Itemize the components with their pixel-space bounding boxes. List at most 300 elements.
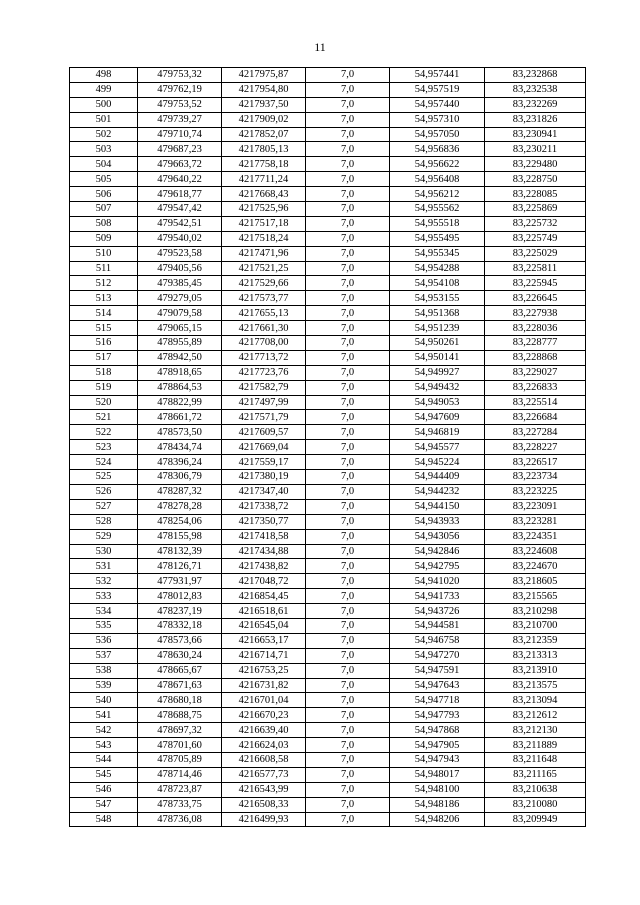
cell-x-coordinate: 478332,18	[138, 618, 222, 633]
cell-x-coordinate: 479279,05	[138, 291, 222, 306]
table-row	[70, 231, 586, 246]
cell-latitude: 54,956622	[390, 157, 485, 172]
cell-height: 7,0	[306, 604, 390, 619]
cell-y-coordinate: 4216624,03	[222, 738, 306, 753]
cell-y-coordinate: 4217380,19	[222, 470, 306, 485]
cell-longitude: 83,224608	[485, 544, 586, 559]
cell-x-coordinate: 478287,32	[138, 484, 222, 499]
cell-height: 7,0	[306, 276, 390, 291]
cell-longitude: 83,225811	[485, 261, 586, 276]
cell-point-number: 503	[70, 142, 138, 157]
cell-x-coordinate: 478733,75	[138, 797, 222, 812]
cell-height: 7,0	[306, 708, 390, 723]
cell-x-coordinate: 478573,66	[138, 633, 222, 648]
cell-height: 7,0	[306, 752, 390, 767]
table-row	[70, 604, 586, 619]
cell-latitude: 54,950141	[390, 350, 485, 365]
cell-longitude: 83,223225	[485, 484, 586, 499]
table-row	[70, 440, 586, 455]
cell-point-number: 501	[70, 112, 138, 127]
cell-y-coordinate: 4216701,04	[222, 693, 306, 708]
cell-point-number: 535	[70, 618, 138, 633]
cell-x-coordinate: 478705,89	[138, 752, 222, 767]
cell-x-coordinate: 478155,98	[138, 529, 222, 544]
cell-point-number: 519	[70, 380, 138, 395]
cell-height: 7,0	[306, 68, 390, 83]
cell-longitude: 83,225869	[485, 202, 586, 217]
cell-point-number: 536	[70, 633, 138, 648]
cell-latitude: 54,945224	[390, 455, 485, 470]
cell-y-coordinate: 4217521,25	[222, 261, 306, 276]
cell-longitude: 83,223734	[485, 470, 586, 485]
cell-latitude: 54,948186	[390, 797, 485, 812]
cell-x-coordinate: 478701,60	[138, 738, 222, 753]
cell-y-coordinate: 4217434,88	[222, 544, 306, 559]
cell-longitude: 83,212612	[485, 708, 586, 723]
table-row	[70, 544, 586, 559]
cell-height: 7,0	[306, 202, 390, 217]
cell-y-coordinate: 4217418,58	[222, 529, 306, 544]
cell-y-coordinate: 4217909,02	[222, 112, 306, 127]
cell-height: 7,0	[306, 395, 390, 410]
table-row	[70, 68, 586, 83]
cell-longitude: 83,215565	[485, 589, 586, 604]
table-row	[70, 484, 586, 499]
cell-y-coordinate: 4217661,30	[222, 321, 306, 336]
cell-longitude: 83,226517	[485, 455, 586, 470]
cell-height: 7,0	[306, 142, 390, 157]
cell-x-coordinate: 478714,46	[138, 767, 222, 782]
cell-y-coordinate: 4217937,50	[222, 97, 306, 112]
cell-height: 7,0	[306, 112, 390, 127]
cell-y-coordinate: 4217954,80	[222, 82, 306, 97]
cell-point-number: 537	[70, 648, 138, 663]
cell-y-coordinate: 4217517,18	[222, 216, 306, 231]
cell-point-number: 533	[70, 589, 138, 604]
cell-x-coordinate: 479385,45	[138, 276, 222, 291]
cell-longitude: 83,213575	[485, 678, 586, 693]
cell-x-coordinate: 478661,72	[138, 410, 222, 425]
cell-longitude: 83,225749	[485, 231, 586, 246]
cell-y-coordinate: 4216639,40	[222, 723, 306, 738]
cell-longitude: 83,228085	[485, 187, 586, 202]
cell-height: 7,0	[306, 187, 390, 202]
cell-longitude: 83,228777	[485, 336, 586, 351]
table-row	[70, 767, 586, 782]
cell-x-coordinate: 478132,39	[138, 544, 222, 559]
cell-height: 7,0	[306, 97, 390, 112]
cell-x-coordinate: 478723,87	[138, 782, 222, 797]
cell-longitude: 83,232269	[485, 97, 586, 112]
cell-x-coordinate: 479710,74	[138, 127, 222, 142]
table-row	[70, 425, 586, 440]
table-row	[70, 514, 586, 529]
cell-height: 7,0	[306, 440, 390, 455]
cell-height: 7,0	[306, 723, 390, 738]
cell-latitude: 54,947609	[390, 410, 485, 425]
cell-latitude: 54,941020	[390, 574, 485, 589]
cell-height: 7,0	[306, 797, 390, 812]
cell-latitude: 54,949927	[390, 365, 485, 380]
cell-point-number: 498	[70, 68, 138, 83]
cell-height: 7,0	[306, 306, 390, 321]
cell-height: 7,0	[306, 738, 390, 753]
cell-longitude: 83,231826	[485, 112, 586, 127]
cell-longitude: 83,229027	[485, 365, 586, 380]
cell-point-number: 511	[70, 261, 138, 276]
cell-latitude: 54,941733	[390, 589, 485, 604]
cell-longitude: 83,228036	[485, 321, 586, 336]
cell-latitude: 54,957050	[390, 127, 485, 142]
cell-point-number: 507	[70, 202, 138, 217]
cell-height: 7,0	[306, 455, 390, 470]
cell-height: 7,0	[306, 663, 390, 678]
coordinates-table-body	[70, 68, 586, 827]
cell-point-number: 523	[70, 440, 138, 455]
cell-y-coordinate: 4217438,82	[222, 559, 306, 574]
table-row	[70, 738, 586, 753]
cell-latitude: 54,944150	[390, 499, 485, 514]
cell-point-number: 527	[70, 499, 138, 514]
cell-y-coordinate: 4217571,79	[222, 410, 306, 425]
table-row	[70, 157, 586, 172]
cell-height: 7,0	[306, 589, 390, 604]
table-row	[70, 574, 586, 589]
cell-height: 7,0	[306, 425, 390, 440]
cell-longitude: 83,210638	[485, 782, 586, 797]
cell-latitude: 54,957441	[390, 68, 485, 83]
cell-x-coordinate: 478396,24	[138, 455, 222, 470]
cell-longitude: 83,232868	[485, 68, 586, 83]
cell-x-coordinate: 478688,75	[138, 708, 222, 723]
cell-latitude: 54,947943	[390, 752, 485, 767]
cell-x-coordinate: 478237,19	[138, 604, 222, 619]
cell-point-number: 516	[70, 336, 138, 351]
cell-x-coordinate: 478126,71	[138, 559, 222, 574]
cell-x-coordinate: 478254,06	[138, 514, 222, 529]
cell-y-coordinate: 4217471,96	[222, 246, 306, 261]
table-row	[70, 410, 586, 425]
cell-x-coordinate: 479547,42	[138, 202, 222, 217]
cell-latitude: 54,947905	[390, 738, 485, 753]
cell-x-coordinate: 479542,51	[138, 216, 222, 231]
cell-latitude: 54,956408	[390, 172, 485, 187]
cell-x-coordinate: 479753,52	[138, 97, 222, 112]
cell-x-coordinate: 478573,50	[138, 425, 222, 440]
cell-longitude: 83,212130	[485, 723, 586, 738]
cell-height: 7,0	[306, 127, 390, 142]
cell-point-number: 532	[70, 574, 138, 589]
cell-longitude: 83,225732	[485, 216, 586, 231]
table-row	[70, 470, 586, 485]
cell-latitude: 54,955495	[390, 231, 485, 246]
page-number: 11	[314, 40, 326, 54]
cell-x-coordinate: 478434,74	[138, 440, 222, 455]
cell-point-number: 510	[70, 246, 138, 261]
cell-longitude: 83,230211	[485, 142, 586, 157]
cell-point-number: 500	[70, 97, 138, 112]
cell-longitude: 83,211165	[485, 767, 586, 782]
cell-x-coordinate: 478278,28	[138, 499, 222, 514]
cell-y-coordinate: 4216670,23	[222, 708, 306, 723]
cell-point-number: 548	[70, 812, 138, 827]
cell-x-coordinate: 479405,56	[138, 261, 222, 276]
cell-latitude: 54,945577	[390, 440, 485, 455]
cell-point-number: 546	[70, 782, 138, 797]
table-row	[70, 752, 586, 767]
cell-latitude: 54,951239	[390, 321, 485, 336]
cell-height: 7,0	[306, 812, 390, 827]
cell-x-coordinate: 479762,19	[138, 82, 222, 97]
table-row	[70, 202, 586, 217]
cell-y-coordinate: 4217525,96	[222, 202, 306, 217]
cell-point-number: 520	[70, 395, 138, 410]
cell-latitude: 54,943726	[390, 604, 485, 619]
cell-point-number: 534	[70, 604, 138, 619]
cell-point-number: 530	[70, 544, 138, 559]
cell-latitude: 54,957440	[390, 97, 485, 112]
cell-y-coordinate: 4217708,00	[222, 336, 306, 351]
cell-y-coordinate: 4216545,04	[222, 618, 306, 633]
cell-point-number: 505	[70, 172, 138, 187]
cell-y-coordinate: 4217573,77	[222, 291, 306, 306]
cell-x-coordinate: 479753,32	[138, 68, 222, 83]
cell-y-coordinate: 4216608,58	[222, 752, 306, 767]
cell-x-coordinate: 478918,65	[138, 365, 222, 380]
cell-height: 7,0	[306, 633, 390, 648]
cell-point-number: 541	[70, 708, 138, 723]
cell-point-number: 547	[70, 797, 138, 812]
cell-longitude: 83,213910	[485, 663, 586, 678]
cell-point-number: 514	[70, 306, 138, 321]
cell-height: 7,0	[306, 261, 390, 276]
cell-point-number: 502	[70, 127, 138, 142]
table-row	[70, 455, 586, 470]
cell-latitude: 54,947591	[390, 663, 485, 678]
table-row	[70, 797, 586, 812]
cell-latitude: 54,955345	[390, 246, 485, 261]
cell-height: 7,0	[306, 782, 390, 797]
cell-height: 7,0	[306, 410, 390, 425]
table-row	[70, 693, 586, 708]
cell-y-coordinate: 4216731,82	[222, 678, 306, 693]
cell-point-number: 525	[70, 470, 138, 485]
cell-y-coordinate: 4217609,57	[222, 425, 306, 440]
cell-height: 7,0	[306, 291, 390, 306]
cell-longitude: 83,224670	[485, 559, 586, 574]
cell-y-coordinate: 4216499,93	[222, 812, 306, 827]
cell-height: 7,0	[306, 336, 390, 351]
cell-y-coordinate: 4216518,61	[222, 604, 306, 619]
cell-point-number: 521	[70, 410, 138, 425]
cell-height: 7,0	[306, 216, 390, 231]
table-row	[70, 112, 586, 127]
cell-point-number: 515	[70, 321, 138, 336]
cell-height: 7,0	[306, 231, 390, 246]
table-row	[70, 782, 586, 797]
table-row	[70, 350, 586, 365]
cell-latitude: 54,948100	[390, 782, 485, 797]
cell-y-coordinate: 4216753,25	[222, 663, 306, 678]
cell-point-number: 543	[70, 738, 138, 753]
cell-height: 7,0	[306, 559, 390, 574]
cell-point-number: 531	[70, 559, 138, 574]
table-row	[70, 648, 586, 663]
cell-x-coordinate: 478864,53	[138, 380, 222, 395]
cell-longitude: 83,223281	[485, 514, 586, 529]
cell-height: 7,0	[306, 350, 390, 365]
cell-y-coordinate: 4217805,13	[222, 142, 306, 157]
cell-height: 7,0	[306, 380, 390, 395]
cell-latitude: 54,942846	[390, 544, 485, 559]
cell-x-coordinate: 478680,18	[138, 693, 222, 708]
cell-point-number: 544	[70, 752, 138, 767]
cell-longitude: 83,226833	[485, 380, 586, 395]
cell-point-number: 539	[70, 678, 138, 693]
cell-x-coordinate: 479523,58	[138, 246, 222, 261]
cell-point-number: 499	[70, 82, 138, 97]
cell-latitude: 54,949053	[390, 395, 485, 410]
table-row	[70, 380, 586, 395]
table-row	[70, 261, 586, 276]
cell-height: 7,0	[306, 574, 390, 589]
cell-latitude: 54,955518	[390, 216, 485, 231]
table-row	[70, 246, 586, 261]
table-row	[70, 812, 586, 827]
cell-latitude: 54,946758	[390, 633, 485, 648]
coordinates-table	[69, 67, 586, 827]
table-row	[70, 291, 586, 306]
cell-point-number: 540	[70, 693, 138, 708]
table-row	[70, 127, 586, 142]
cell-longitude: 83,229480	[485, 157, 586, 172]
cell-latitude: 54,947868	[390, 723, 485, 738]
table-row	[70, 395, 586, 410]
cell-x-coordinate: 479687,23	[138, 142, 222, 157]
cell-latitude: 54,951368	[390, 306, 485, 321]
table-row	[70, 142, 586, 157]
cell-longitude: 83,228750	[485, 172, 586, 187]
cell-height: 7,0	[306, 618, 390, 633]
cell-longitude: 83,211648	[485, 752, 586, 767]
cell-x-coordinate: 478671,63	[138, 678, 222, 693]
cell-x-coordinate: 479640,22	[138, 172, 222, 187]
cell-longitude: 83,228868	[485, 350, 586, 365]
cell-point-number: 542	[70, 723, 138, 738]
cell-y-coordinate: 4216653,17	[222, 633, 306, 648]
cell-longitude: 83,218605	[485, 574, 586, 589]
cell-y-coordinate: 4217497,99	[222, 395, 306, 410]
table-row	[70, 172, 586, 187]
cell-longitude: 83,227284	[485, 425, 586, 440]
table-row	[70, 365, 586, 380]
table-row	[70, 559, 586, 574]
cell-height: 7,0	[306, 693, 390, 708]
cell-longitude: 83,225029	[485, 246, 586, 261]
cell-latitude: 54,947793	[390, 708, 485, 723]
cell-longitude: 83,227938	[485, 306, 586, 321]
cell-point-number: 529	[70, 529, 138, 544]
cell-longitude: 83,232538	[485, 82, 586, 97]
cell-point-number: 528	[70, 514, 138, 529]
cell-latitude: 54,956836	[390, 142, 485, 157]
cell-height: 7,0	[306, 172, 390, 187]
cell-y-coordinate: 4217669,04	[222, 440, 306, 455]
table-row	[70, 663, 586, 678]
cell-x-coordinate: 478736,08	[138, 812, 222, 827]
cell-latitude: 54,957519	[390, 82, 485, 97]
table-row	[70, 276, 586, 291]
cell-latitude: 54,957310	[390, 112, 485, 127]
cell-x-coordinate: 479065,15	[138, 321, 222, 336]
cell-y-coordinate: 4217723,76	[222, 365, 306, 380]
cell-longitude: 83,211889	[485, 738, 586, 753]
cell-point-number: 526	[70, 484, 138, 499]
cell-longitude: 83,212359	[485, 633, 586, 648]
cell-latitude: 54,948017	[390, 767, 485, 782]
cell-x-coordinate: 478012,83	[138, 589, 222, 604]
cell-y-coordinate: 4217338,72	[222, 499, 306, 514]
cell-x-coordinate: 478955,89	[138, 336, 222, 351]
cell-y-coordinate: 4216543,99	[222, 782, 306, 797]
cell-y-coordinate: 4217975,87	[222, 68, 306, 83]
table-row	[70, 529, 586, 544]
cell-point-number: 545	[70, 767, 138, 782]
cell-latitude: 54,953155	[390, 291, 485, 306]
cell-longitude: 83,225514	[485, 395, 586, 410]
cell-x-coordinate: 478822,99	[138, 395, 222, 410]
cell-latitude: 54,947270	[390, 648, 485, 663]
cell-height: 7,0	[306, 321, 390, 336]
cell-height: 7,0	[306, 246, 390, 261]
cell-latitude: 54,943056	[390, 529, 485, 544]
cell-height: 7,0	[306, 82, 390, 97]
cell-y-coordinate: 4217347,40	[222, 484, 306, 499]
cell-x-coordinate: 478942,50	[138, 350, 222, 365]
table-row	[70, 82, 586, 97]
cell-y-coordinate: 4217852,07	[222, 127, 306, 142]
cell-latitude: 54,944581	[390, 618, 485, 633]
cell-longitude: 83,225945	[485, 276, 586, 291]
cell-height: 7,0	[306, 365, 390, 380]
cell-x-coordinate: 478306,79	[138, 470, 222, 485]
cell-latitude: 54,946819	[390, 425, 485, 440]
cell-y-coordinate: 4217048,72	[222, 574, 306, 589]
cell-y-coordinate: 4216714,71	[222, 648, 306, 663]
cell-longitude: 83,226645	[485, 291, 586, 306]
cell-longitude: 83,210080	[485, 797, 586, 812]
cell-latitude: 54,954108	[390, 276, 485, 291]
cell-x-coordinate: 477931,97	[138, 574, 222, 589]
cell-y-coordinate: 4217529,66	[222, 276, 306, 291]
cell-point-number: 513	[70, 291, 138, 306]
cell-longitude: 83,213094	[485, 693, 586, 708]
cell-height: 7,0	[306, 767, 390, 782]
cell-y-coordinate: 4217582,79	[222, 380, 306, 395]
cell-height: 7,0	[306, 499, 390, 514]
cell-y-coordinate: 4217350,77	[222, 514, 306, 529]
cell-latitude: 54,954288	[390, 261, 485, 276]
cell-latitude: 54,944232	[390, 484, 485, 499]
cell-x-coordinate: 478697,32	[138, 723, 222, 738]
table-row	[70, 306, 586, 321]
cell-height: 7,0	[306, 514, 390, 529]
cell-latitude: 54,947643	[390, 678, 485, 693]
cell-longitude: 83,210298	[485, 604, 586, 619]
table-row	[70, 187, 586, 202]
cell-latitude: 54,950261	[390, 336, 485, 351]
cell-y-coordinate: 4216577,73	[222, 767, 306, 782]
